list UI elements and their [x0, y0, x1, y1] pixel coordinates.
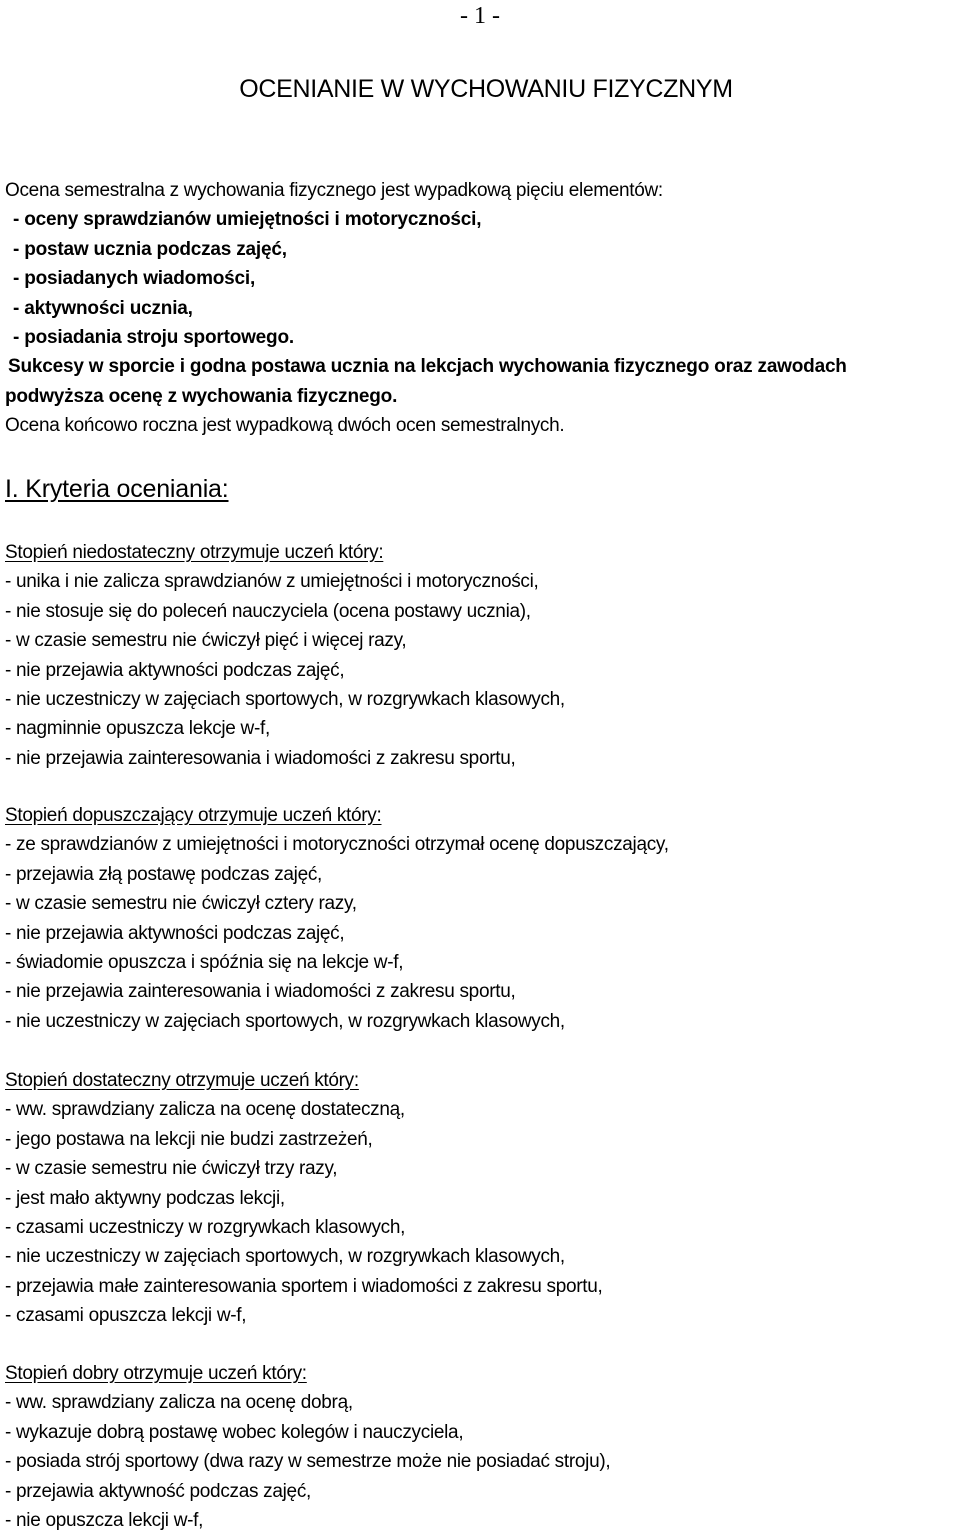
grade-criterion: - przejawia małe zainteresowania sportem i wiadomości z zakresu sportu,	[5, 1275, 603, 1297]
grade-section-insufficient	[5, 538, 957, 773]
criteria-section-heading-wrap	[5, 474, 957, 504]
grade-criterion: - ww. sprawdziany zalicza na ocenę dostateczną,	[5, 1099, 405, 1121]
grade-heading: Stopień niedostateczny otrzymuje uczeń który:	[5, 542, 384, 563]
grade-criterion: - w czasie semestru nie ćwiczył pięć i więcej razy,	[5, 630, 407, 652]
element-item: - posiadania stroju sportowego.	[13, 327, 294, 349]
success-note-line-2: podwyższa ocenę z wychowania fizycznego.	[5, 385, 398, 407]
grade-criterion: - czasami uczestniczy w rozgrywkach klasowych,	[5, 1217, 406, 1239]
grade-criterion: - nie przejawia zainteresowania i wiadomości z zakresu sportu,	[5, 981, 516, 1003]
grade-criterion: - wykazuje dobrą postawę wobec kolegów i nauczyciela,	[5, 1421, 464, 1443]
final-grade-note: Ocena końcowo roczna jest wypadkową dwóch ocen semestralnych.	[5, 415, 565, 437]
grade-criterion: - nie uczestniczy w zajęciach sportowych, w rozgrywkach klasowych,	[5, 1010, 565, 1032]
grade-criterion: - przejawia aktywność podczas zajęć,	[5, 1480, 312, 1502]
grade-heading: Stopień dobry otrzymuje uczeń który:	[5, 1363, 307, 1384]
element-item: - aktywności ucznia,	[13, 297, 193, 319]
page-number: - 1 -	[460, 3, 500, 29]
grade-criterion: - ze sprawdzianów z umiejętności i motoryczności otrzymał ocenę dopuszczający,	[5, 834, 669, 856]
grade-criterion: - nie przejawia zainteresowania i wiadomości z zakresu sportu,	[5, 747, 516, 769]
grade-criterion: - nie stosuje się do poleceń nauczyciela (ocena postawy ucznia),	[5, 600, 531, 622]
grade-criterion: - jest mało aktywny podczas lekcji,	[5, 1187, 285, 1209]
grade-criterion: - nagminnie opuszcza lekcje w-f,	[5, 718, 270, 740]
grade-criterion: - świadomie opuszcza i spóźnia się na lekcje w-f,	[5, 952, 404, 974]
document-title: OCENIANIE W WYCHOWANIU FIZYCZNYM	[239, 75, 733, 103]
grade-criterion: - nie uczestniczy w zajęciach sportowych, w rozgrywkach klasowych,	[5, 1246, 565, 1268]
grade-heading: Stopień dopuszczający otrzymuje uczeń który:	[5, 805, 382, 826]
grade-heading: Stopień dostateczny otrzymuje uczeń który:	[5, 1070, 359, 1091]
grade-criterion: - nie przejawia aktywności podczas zajęć,	[5, 659, 345, 681]
grade-criterion: - jego postawa na lekcji nie budzi zastrzeżeń,	[5, 1128, 373, 1150]
grade-criterion: - unika i nie zalicza sprawdzianów z umiejętności i motoryczności,	[5, 571, 539, 593]
success-note-line-1: Sukcesy w sporcie i godna postawa ucznia na lekcjach wychowania fizycznego oraz zawodach	[8, 356, 847, 378]
grade-criterion: - w czasie semestru nie ćwiczył trzy razy,	[5, 1158, 338, 1180]
grade-criterion: - ww. sprawdziany zalicza na ocenę dobrą,	[5, 1392, 353, 1414]
grade-section-satisfactory	[5, 1066, 957, 1331]
grade-criterion: - nie przejawia aktywności podczas zajęć,	[5, 922, 345, 944]
element-item: - oceny sprawdzianów umiejętności i motoryczności,	[13, 209, 482, 231]
intro-section	[5, 176, 957, 441]
grade-criterion: - czasami opuszcza lekcji w-f,	[5, 1305, 247, 1327]
grade-criterion: - posiada strój sportowy (dwa razy w semestrze może nie posiadać stroju),	[5, 1451, 611, 1473]
grade-criterion: - w czasie semestru nie ćwiczył cztery razy,	[5, 893, 357, 915]
intro-lead: Ocena semestralna z wychowania fizycznego jest wypadkową pięciu elementów:	[5, 180, 663, 201]
grade-criterion: - przejawia złą postawę podczas zajęć,	[5, 863, 323, 885]
element-item: - posiadanych wiadomości,	[13, 268, 256, 290]
criteria-heading: I. Kryteria oceniania:	[5, 475, 229, 503]
grade-criterion: - nie opuszcza lekcji w-f,	[5, 1510, 204, 1532]
grade-section-sufficient	[5, 801, 957, 1036]
element-item: - postaw ucznia podczas zajęć,	[13, 238, 287, 260]
grade-section-good	[5, 1359, 957, 1535]
grade-criterion: - nie uczestniczy w zajęciach sportowych, w rozgrywkach klasowych,	[5, 689, 565, 711]
